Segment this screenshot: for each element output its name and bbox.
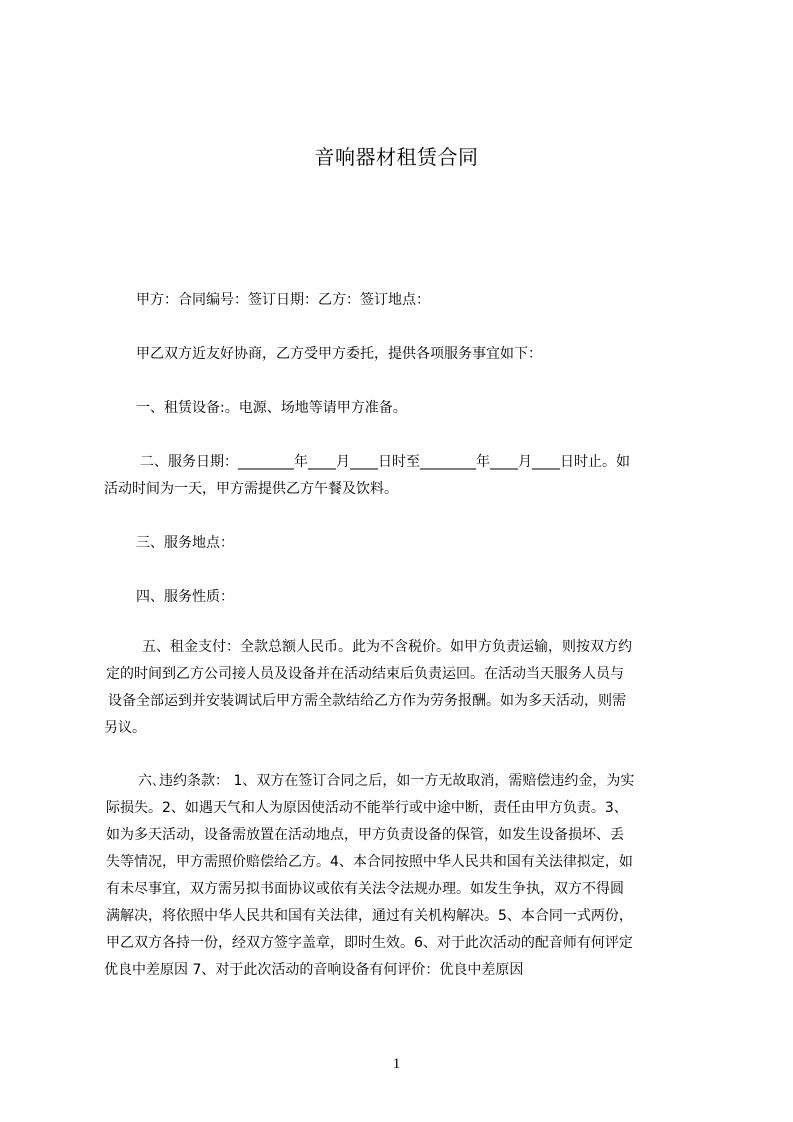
paragraph-line: 甲乙双方各持一份，经双方签字盖章，即时生效。6、对于此次活动的配音师有何评定 [106, 935, 633, 951]
paragraph-line: 一、租赁设备:。电源、场地等请甲方准备。 [136, 400, 407, 416]
paragraph-line: 五、租金支付：全款总额人民币。此为不含税价。如甲方负责运输，则按双方约 [142, 639, 632, 655]
paragraph-line: 设备全部运到并安装调试后甲方需全款结给乙方作为劳务报酬。如为多天活动，则需 [108, 693, 626, 709]
paragraph-line: 活动时间为一天，甲方需提供乙方午餐及饮料。 [104, 481, 398, 497]
paragraph-line: 二、服务日期：________年____月____日时至________年____月____日时止。如 [140, 454, 630, 470]
paragraph-line: 失等情况，甲方需照价赔偿给乙方。4、本合同按照中华人民共和国有关法律拟定，如 [106, 854, 633, 870]
paragraph-line: 定的时间到乙方公司接人员及设备并在活动结束后负责运回。在活动当天服务人员与 [106, 666, 624, 682]
page-number: 1 [392, 1056, 401, 1072]
section-3-service-location [104, 530, 702, 557]
paragraph-line: 四、服务性质： [136, 589, 234, 605]
paragraph-line: 甲方：合同编号：签订日期：乙方：签订地点： [136, 292, 430, 308]
section-2-service-date [104, 449, 702, 503]
paragraph-line: 六､违约条款： 1、双方在签订合同之后，如一方无故取消，需赔偿违约金，为实 [138, 773, 635, 789]
paragraph-line: 另议。 [104, 720, 146, 736]
paragraph-line: 满解决，将依照中华人民共和国有关法律，通过有关机构解决。5、本合同一式两份， [106, 908, 633, 924]
section-1-equipment [104, 395, 702, 422]
paragraph-line: 际损失。2、如遇天气和人为原因使活动不能举行或中途中断，责任由甲方负责。3、 [106, 800, 628, 816]
section-4-service-nature [104, 584, 702, 611]
paragraph-line: 如为多天活动，设备需放置在活动地点，甲方负责设备的保管，如发生设备损坏、丢 [106, 827, 624, 843]
paragraph-line: 三、服务地点： [136, 535, 234, 551]
paragraph-line: 优良中差原因 7、对于此次活动的音响设备有何评价：优良中差原因 [104, 962, 524, 978]
document-title: 音响器材租赁合同 [314, 145, 479, 169]
paragraph-line: 有未尽事宜，双方需另拟书面协议或依有关法令法规办理。如发生争执，双方不得圆 [106, 881, 624, 897]
paragraph-intro [104, 341, 702, 368]
paragraph-line: 甲乙双方近友好协商，乙方受甲方委托，提供各项服务事宜如下： [136, 346, 542, 362]
section-6-breach-terms [104, 768, 702, 984]
section-5-rent-payment [104, 634, 702, 742]
paragraph-parties [104, 287, 702, 314]
